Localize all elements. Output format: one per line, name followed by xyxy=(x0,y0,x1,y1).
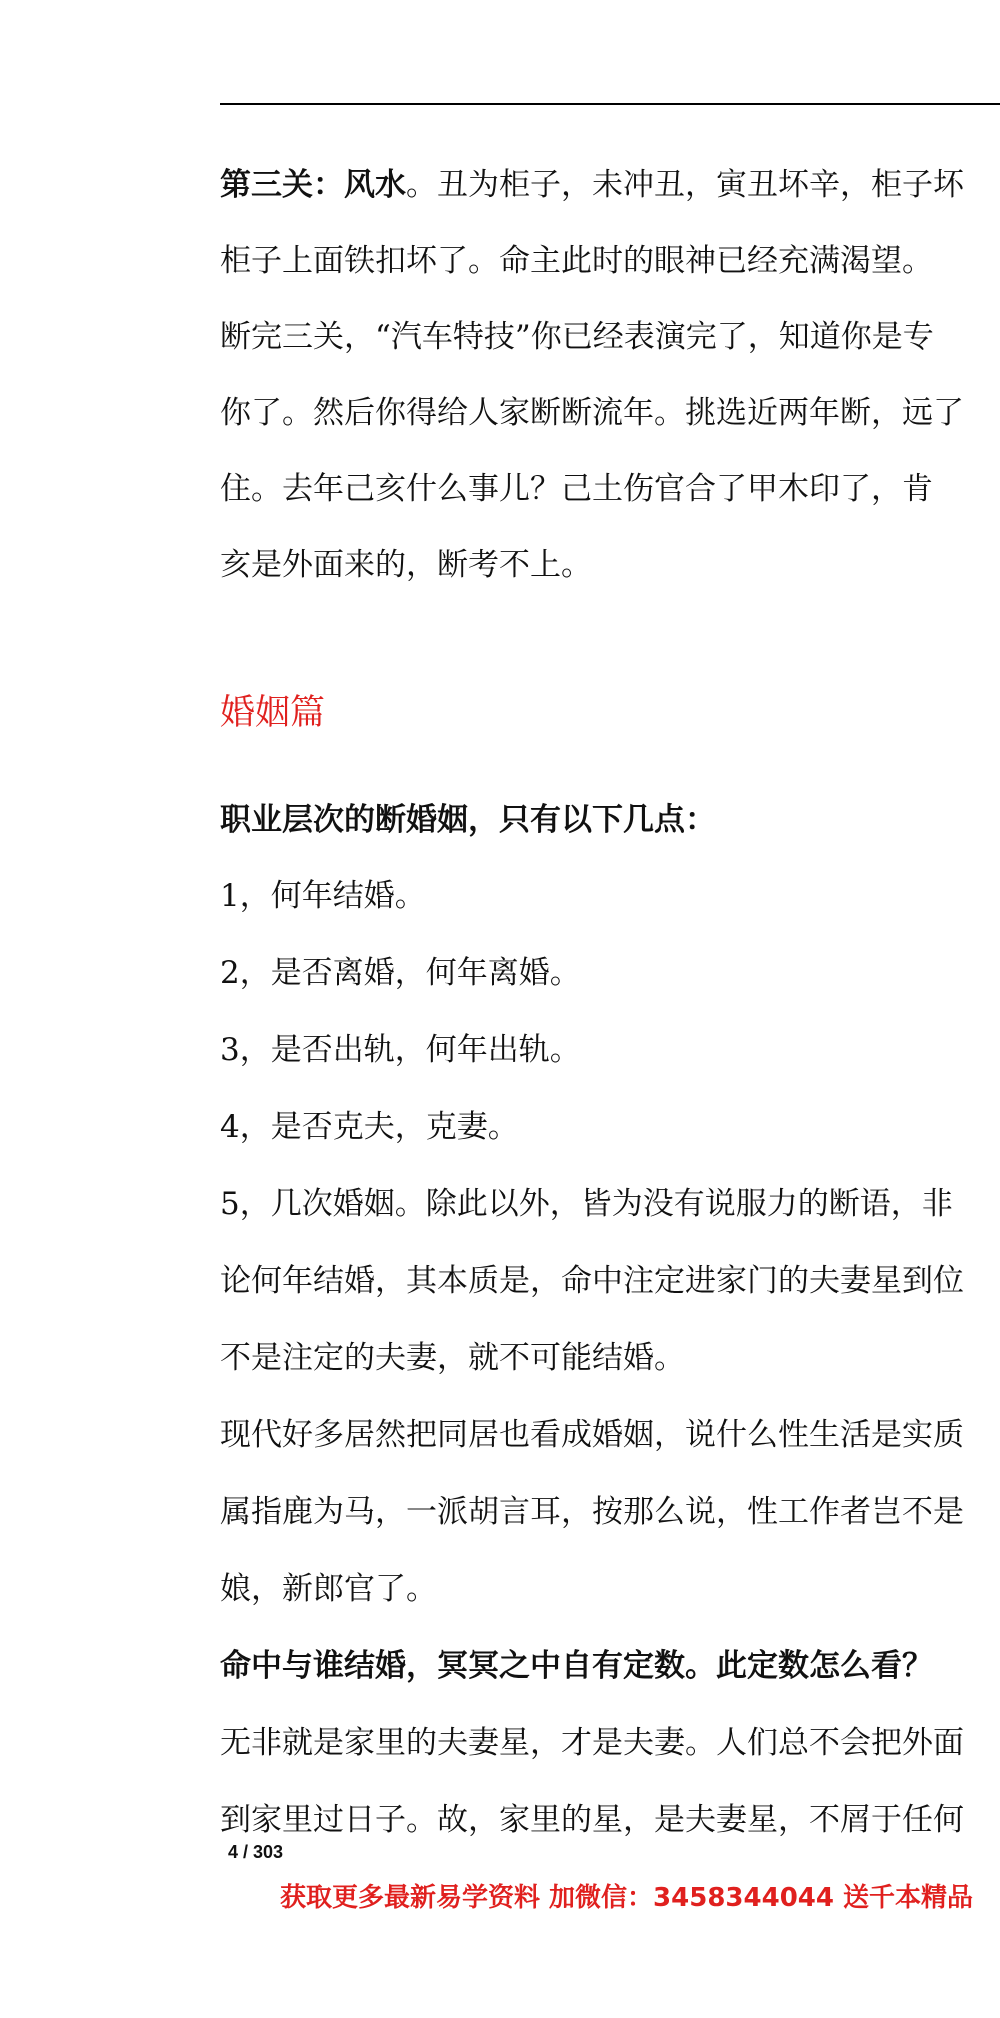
marriage-para3-line-2: 无非就是家里的夫妻星，才是夫妻。人们总不会把外面 xyxy=(220,1725,964,1761)
marriage-item-3: 3，是否出轨，何年出轨。 xyxy=(220,1032,581,1068)
marriage-heading: 婚姻篇 xyxy=(220,693,326,733)
marriage-para2-line-2: 属指鹿为马，一派胡言耳，按那么说，性工作者岂不是 xyxy=(220,1494,964,1530)
marriage-item-5: 5，几次婚姻。除此以外，皆为没有说服力的断语，非 xyxy=(220,1186,953,1222)
header-rule xyxy=(220,103,1000,105)
fengshui-line-2: 柜子上面铁扣坏了。命主此时的眼神已经充满渴望。 xyxy=(220,243,933,279)
promo-footer: 获取更多最新易学资料 加微信：3458344044 送千本精品 xyxy=(280,1883,974,1913)
marriage-para2-line-3: 娘，新郎官了。 xyxy=(220,1571,437,1607)
fengshui-line-4: 你了。然后你得给人家断断流年。挑选近两年断，远了 xyxy=(220,395,964,431)
page-number: 4 / 303 xyxy=(228,1842,284,1862)
marriage-para1-line-2: 论何年结婚，其本质是，命中注定进家门的夫妻星到位 xyxy=(220,1263,964,1299)
marriage-para1-line-3: 不是注定的夫妻，就不可能结婚。 xyxy=(220,1340,685,1376)
marriage-para2-line-1: 现代好多居然把同居也看成婚姻，说什么性生活是实质 xyxy=(220,1417,964,1453)
fengshui-line-1 xyxy=(220,165,964,205)
fengshui-line-3: 断完三关，“汽车特技”你已经表演完了，知道你是专 xyxy=(220,319,934,355)
fengshui-lead: 第三关：风水 xyxy=(220,167,406,203)
marriage-item-4: 4，是否克夫，克妻。 xyxy=(220,1109,519,1145)
marriage-item-2: 2，是否离婚，何年离婚。 xyxy=(220,955,581,991)
marriage-para3-line-3: 到家里过日子。故，家里的星，是夫妻星，不屑于任何 xyxy=(220,1802,964,1838)
marriage-item-1: 1，何年结婚。 xyxy=(220,878,426,914)
fengshui-line-6: 亥是外面来的，断考不上。 xyxy=(220,547,592,583)
fengshui-line-1-text: 。丑为柜子，未冲丑，寅丑坏辛，柜子坏 xyxy=(406,167,964,203)
fengshui-line-5: 住。去年己亥什么事儿？己土伤官合了甲木印了，肯 xyxy=(220,471,933,507)
marriage-para3-bold: 命中与谁结婚，冥冥之中自有定数。此定数怎么看？ xyxy=(220,1648,933,1684)
marriage-intro: 职业层次的断婚姻，只有以下几点： xyxy=(220,802,716,838)
